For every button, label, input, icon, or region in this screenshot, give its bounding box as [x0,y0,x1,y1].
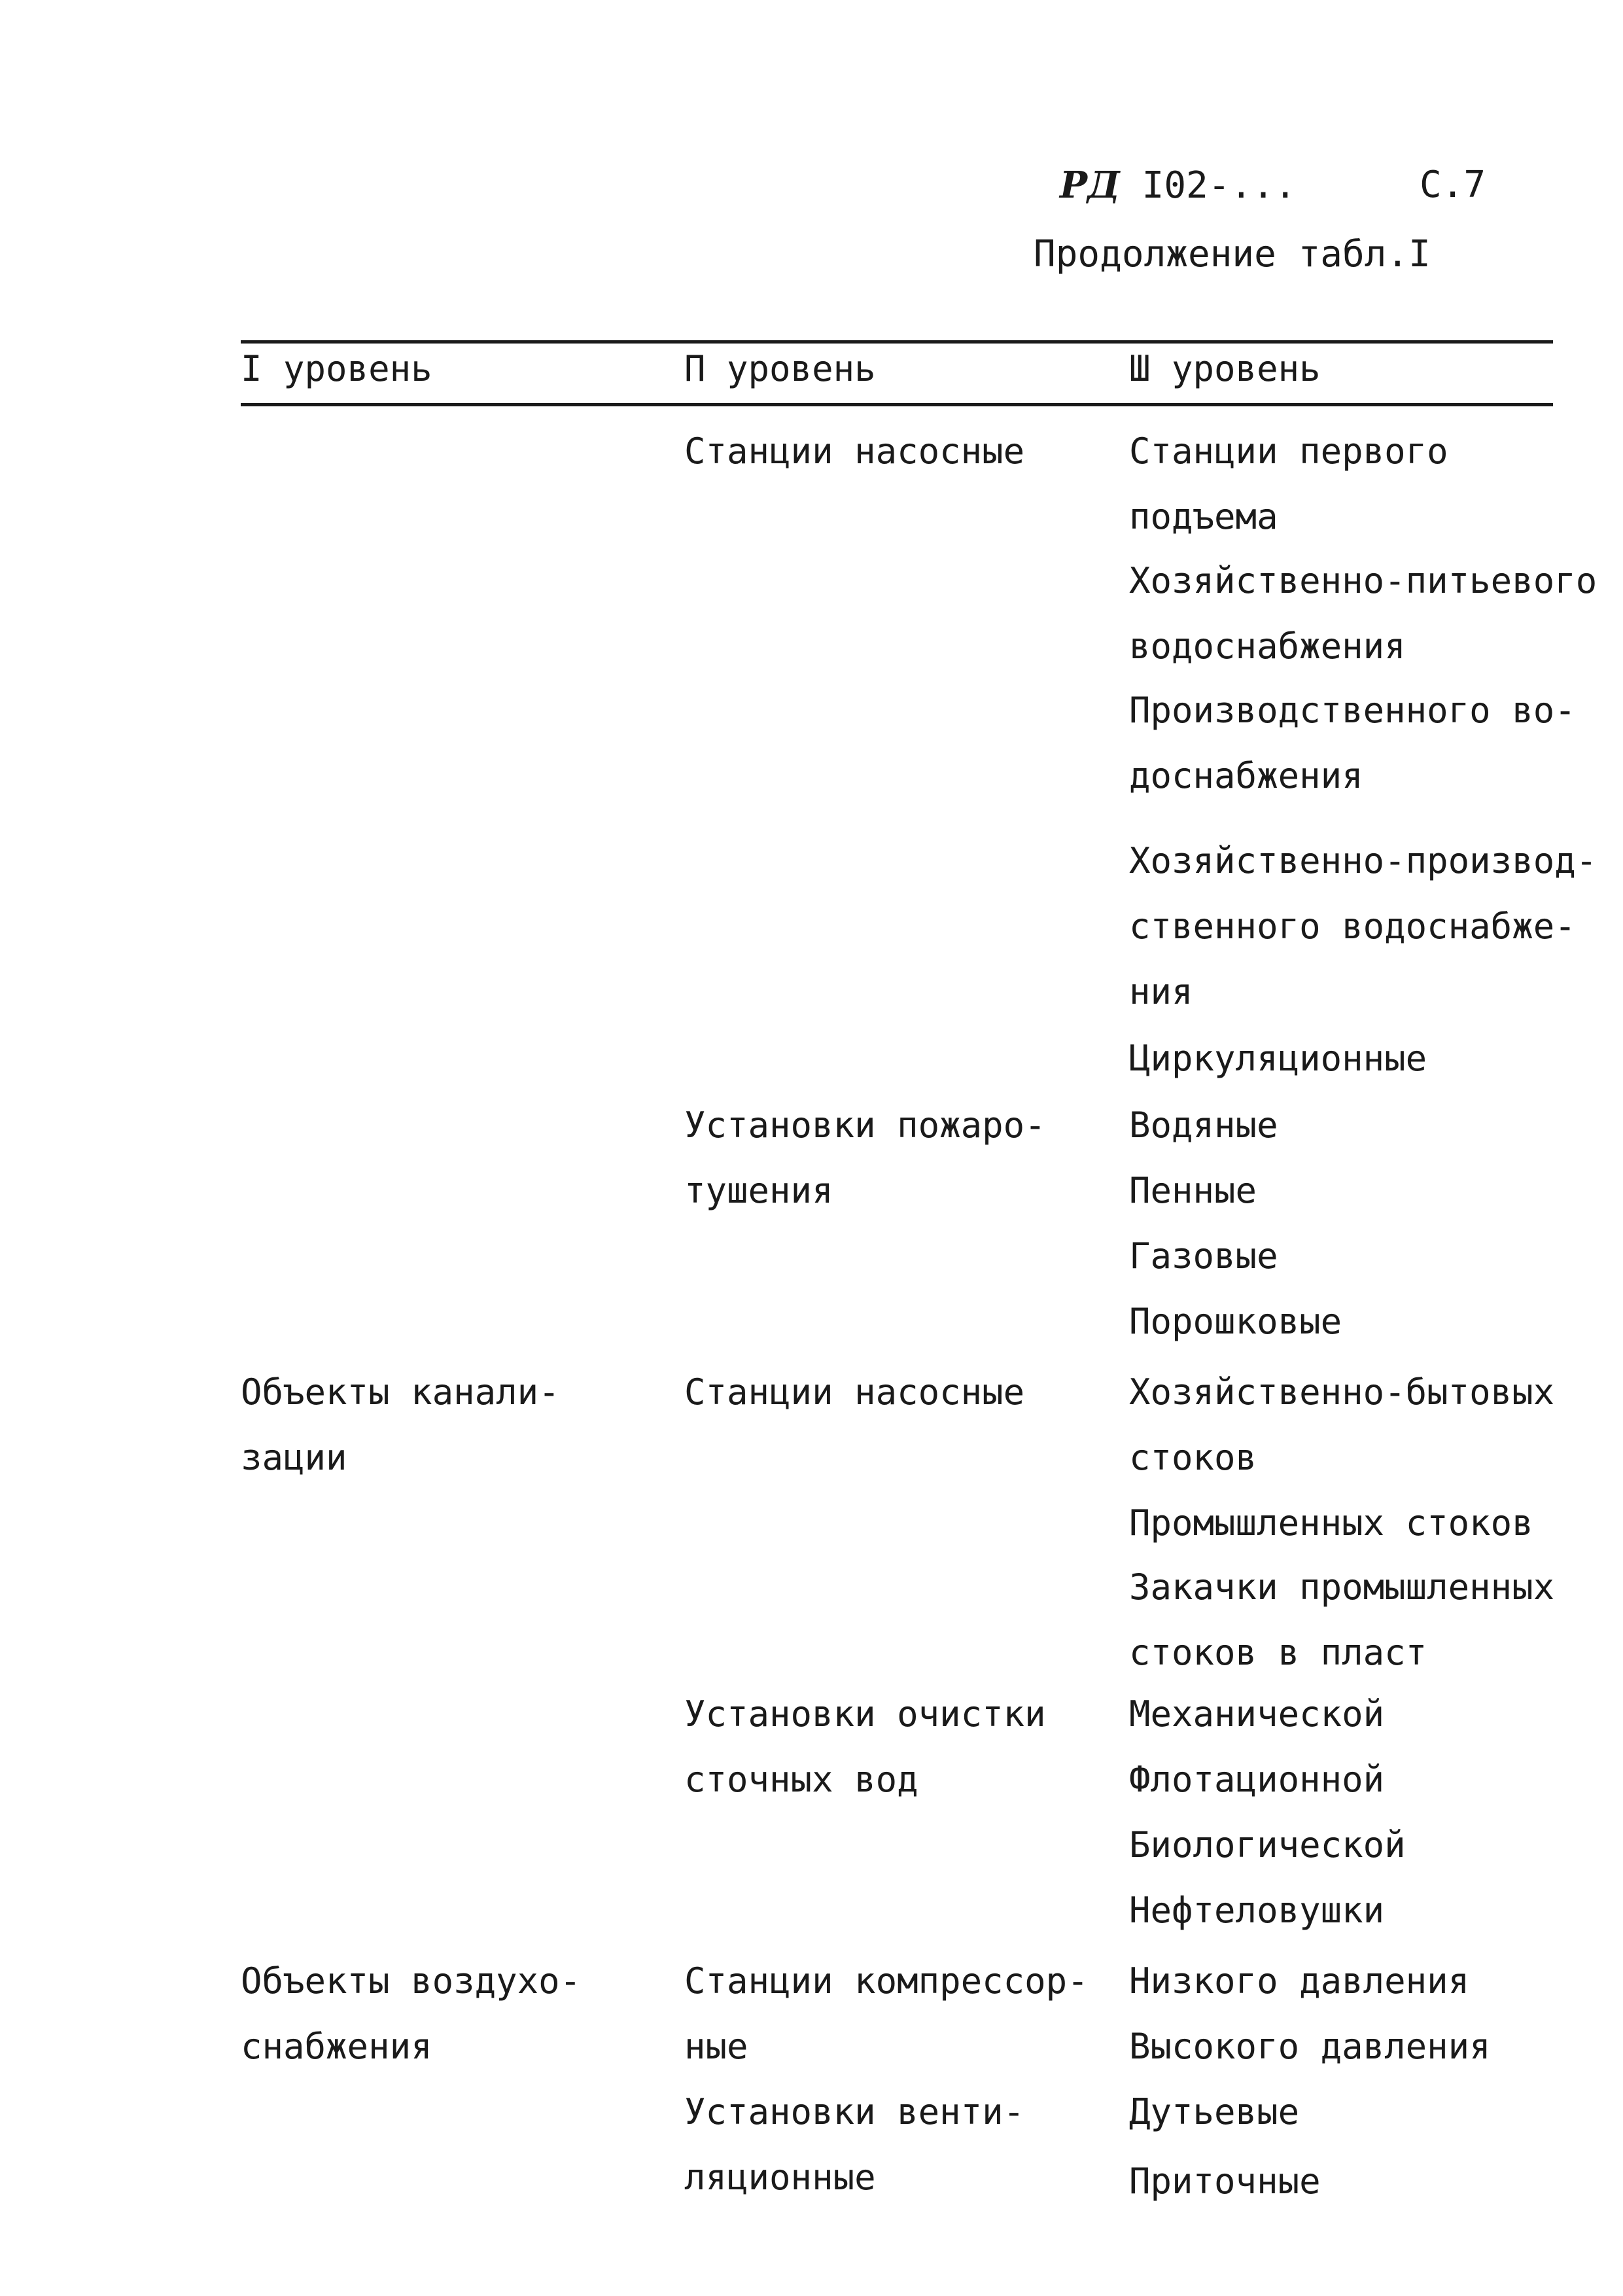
level3-cell: Производственного во- доснабжения [1129,690,1576,796]
level3-cell: Промышленных стоков [1129,1502,1533,1544]
level3-cell: Дутьевые [1129,2091,1300,2132]
level3-cell: Хозяйственно-питьевого водоснабжения [1129,560,1597,667]
level2-cell: Станции компрессор- ные [684,1960,1089,2067]
level3-cell: Пенные [1129,1170,1257,1211]
level3-cell: Хозяйственно-производ- ственного водоснабже- ния [1129,840,1597,1012]
level1-cell: Объекты канали- зации [241,1371,560,1478]
table-continuation-caption: Продолжение табл.I [1034,233,1431,275]
level3-cell: Водяные [1129,1104,1278,1146]
level2-cell: Станции насосные [684,431,1025,472]
level2-cell: Установки венти- ляционные [684,2091,1025,2198]
column-header-level-3: Ш уровень [1129,348,1321,389]
level3-cell: Нефтеловушки [1129,1890,1385,1931]
level3-cell: Хозяйственно-бытовых стоков [1129,1371,1555,1478]
column-header-level-2: П уровень [684,348,876,389]
table-header-rule [241,403,1553,406]
page-number: С.7 [1420,164,1486,206]
level2-cell: Станции насосные [684,1371,1025,1413]
level3-cell: Порошковые [1129,1301,1342,1342]
level3-cell: Закачки промышленных стоков в пласт [1129,1566,1555,1673]
table-top-rule [241,340,1553,344]
level3-cell: Высокого давления [1129,2026,1491,2067]
level3-cell: Низкого давления [1129,1960,1470,2002]
level3-cell: Станции первого подъема [1129,431,1448,537]
level3-cell: Циркуляционные [1129,1038,1427,1079]
level3-cell: Приточные [1129,2161,1321,2202]
level2-cell: Установки пожаро- тушения [684,1104,1046,1211]
column-header-level-1: I уровень [241,348,432,389]
level1-cell: Объекты воздухо- снабжения [241,1960,582,2067]
level3-cell: Газовые [1129,1235,1278,1277]
document-code [1060,164,1297,207]
level2-cell: Установки очистки сточных вод [684,1693,1046,1800]
level3-cell: Механической [1129,1693,1385,1735]
document-code-number: I02-... [1119,164,1297,207]
document-code-prefix: РД [1060,164,1120,207]
level3-cell: Биологической [1129,1824,1406,1865]
level3-cell: Флотационной [1129,1759,1385,1800]
